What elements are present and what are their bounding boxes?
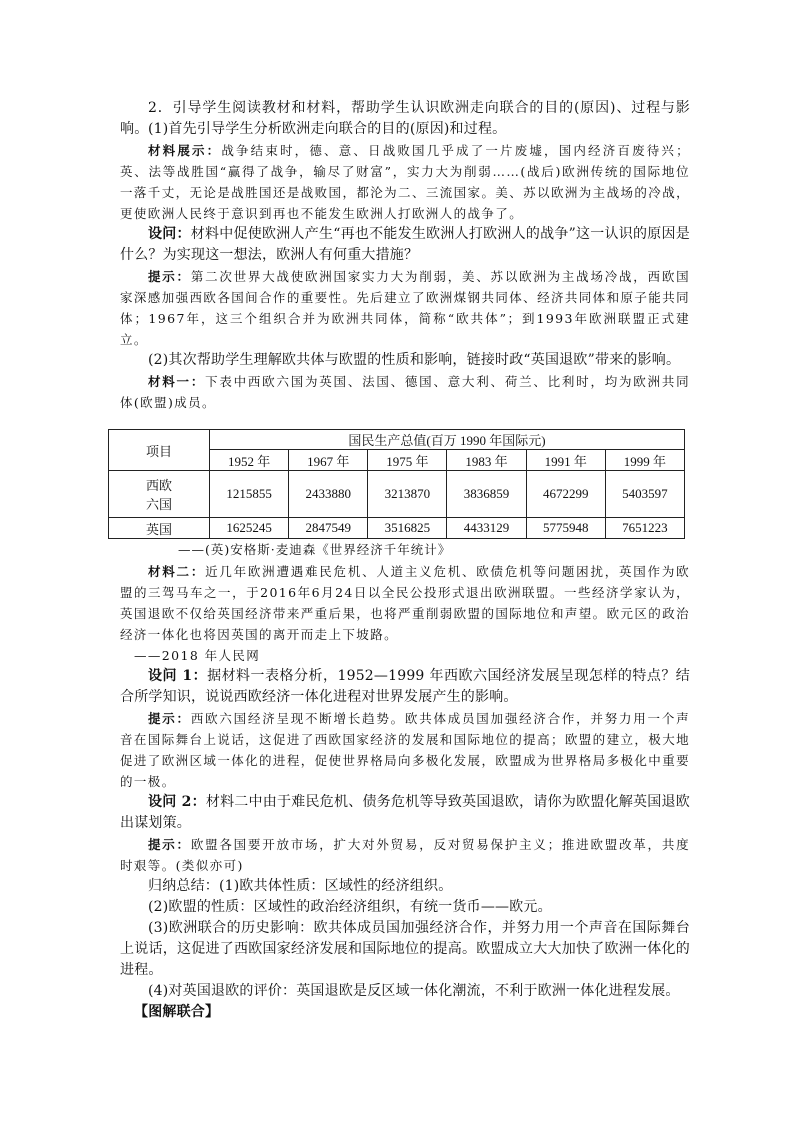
table-year-header: 1999 年 bbox=[605, 450, 684, 471]
table-cell: 2847549 bbox=[289, 518, 368, 539]
table-cell: 2433880 bbox=[289, 471, 368, 518]
hint3-label: 提示： bbox=[148, 837, 191, 852]
hint3-text: 欧盟各国要开放市场，扩大对外贸易，反对贸易保护主义；推进欧盟改革，共度时艰等。(类似亦可) bbox=[120, 837, 690, 873]
question-text: 材料中促使欧洲人产生“再也不能发生欧洲人打欧洲人的战争”这一认识的原因是什么？为实现这一想法，欧洲人有何重大措施？ bbox=[120, 226, 690, 263]
hint2-label: 提示： bbox=[148, 711, 191, 726]
material-display-text: 战争结束时，德、意、日战败国几乎成了一片废墟，国内经济百废待兴；英、法等战胜国“赢得了战争，输尽了财富”，实力大为削弱……(战后)欧洲传统的国际地位一落千丈，无论是战胜国还是战败国，都沦为二、三流国家。美、苏以欧洲为主战场的冷战，更使欧洲人民终于意识到再也不能发生欧洲人打欧洲人的战争了。 bbox=[120, 143, 690, 221]
question2-label: 设问 2： bbox=[148, 794, 206, 810]
hint2-paragraph bbox=[120, 708, 690, 792]
material-two-paragraph bbox=[120, 561, 690, 645]
question2-text: 材料二中由于难民危机、债务危机等导致英国退欧，请你为欧盟化解英国退欧出谋划策。 bbox=[120, 794, 690, 831]
table-cell: 1625245 bbox=[210, 518, 289, 539]
table-year-header: 1952 年 bbox=[210, 450, 289, 471]
table-cell: 5403597 bbox=[605, 471, 684, 518]
question2-paragraph bbox=[120, 792, 690, 834]
table-cell: 5775948 bbox=[526, 518, 605, 539]
material-one-text: 下表中西欧六国为英国、法国、德国、意大利、荷兰、比利时，均为欧洲共同体(欧盟)成员。 bbox=[120, 374, 690, 410]
table-cell: 4433129 bbox=[447, 518, 526, 539]
summary-line-2: (2)欧盟的性质：区域性的政治经济组织，有统一货币——欧元。 bbox=[148, 899, 552, 915]
step2-paragraph: (2)其次帮助学生理解欧共体与欧盟的性质和影响，链接时政“英国退欧”带来的影响。 bbox=[148, 352, 681, 368]
material-two-text: 近几年欧洲遭遇难民危机、人道主义危机、欧债危机等问题困扰，英国作为欧盟的三驾马车之一，于2016年6月24日以全民公投形式退出欧洲联盟。一些经济学家认为，英国退欧不仅给英国经济带来严重后果，也将严重削弱欧盟的国际地位和声望。欧元区的政治经济一体化也将因英国的离开而走上下坡路。 bbox=[120, 564, 690, 642]
material-one-label: 材料一： bbox=[148, 374, 206, 389]
hint-paragraph bbox=[120, 266, 690, 350]
table-year-header: 1991 年 bbox=[526, 450, 605, 471]
table-cell: 1215855 bbox=[210, 471, 289, 518]
table-item-header: 项目 bbox=[109, 430, 210, 471]
summary-line-4: (4)对英国退欧的评价：英国退欧是反区域一体化潮流，不利于欧洲一体化进程发展。 bbox=[148, 983, 680, 999]
table-row bbox=[109, 471, 685, 518]
question1-label: 设问 1： bbox=[148, 668, 208, 684]
table-cell: 7651223 bbox=[605, 518, 684, 539]
table-row-label: 英国 bbox=[109, 518, 210, 539]
table-year-header: 1967 年 bbox=[289, 450, 368, 471]
section-footer-heading: 【图解联合】 bbox=[134, 1004, 220, 1020]
hint2-text: 西欧六国经济呈现不断增长趋势。欧共体成员国加强经济合作，并努力用一个声音在国际舞台上说话，这促进了西欧国家经济的发展和国际地位的提高；欧盟的建立，极大地促进了欧洲区域一体化的进程，促使世界格局向多极化发展，欧盟成为世界格局多极化中重要的一极。 bbox=[120, 711, 690, 789]
table-row-label: 西欧 六国 bbox=[109, 471, 210, 518]
table-cell: 3213870 bbox=[368, 471, 447, 518]
table-row bbox=[109, 518, 685, 539]
instruction-paragraph: 2．引导学生阅读教材和材料，帮助学生认识欧洲走向联合的目的(原因)、过程与影响。 bbox=[120, 100, 690, 137]
question1-paragraph bbox=[120, 666, 690, 708]
hint-text: 第二次世界大战使欧洲国家实力大为削弱，美、苏以欧洲为主战场冷战，西欧国家深感加强西欧各国间合作的重要性。先后建立了欧洲煤钢共同体、经济共同体和原子能共同体；1967年，这三个组织合并为欧洲共同体，简称“欧共体”；到1993年欧洲联盟正式建立。 bbox=[120, 269, 690, 347]
gdp-table bbox=[108, 429, 685, 539]
table-source: ——(英)安格斯·麦迪森《世界经济千年统计》 bbox=[178, 542, 452, 557]
material-two-label: 材料二： bbox=[148, 564, 206, 579]
question1-text: 据材料一表格分析，1952—1999 年西欧六国经济发展呈现怎样的特点？结合所学知识，说说西欧经济一体化进程对世界发展产生的影响。 bbox=[120, 668, 691, 705]
table-cell: 3516825 bbox=[368, 518, 447, 539]
question-paragraph bbox=[120, 224, 690, 266]
step1-paragraph: (1)首先引导学生分析欧洲走向联合的目的(原因)和过程。 bbox=[148, 121, 507, 137]
table-cell: 3836859 bbox=[447, 471, 526, 518]
summary-line-1: 归纳总结：(1)欧共体性质：区域性的经济组织。 bbox=[148, 878, 453, 894]
summary-line-3: (3)欧洲联合的历史影响：欧共体成员国加强经济合作，并努力用一个声音在国际舞台上说话，这促进了西欧国家经济发展和国际地位的提高。欧盟成立大大加快了欧洲一体化的进程。 bbox=[120, 920, 690, 978]
question-label: 设问： bbox=[148, 226, 191, 242]
hint3-paragraph bbox=[120, 834, 690, 876]
material-display-label: 材料展示： bbox=[148, 143, 222, 158]
table-cell: 4672299 bbox=[526, 471, 605, 518]
material-one-paragraph bbox=[120, 371, 690, 413]
hint-label: 提示： bbox=[148, 269, 191, 284]
table-group-header: 国民生产总值(百万 1990 年国际元) bbox=[210, 430, 685, 450]
material-display-paragraph bbox=[120, 140, 690, 224]
material-two-source: ——2018 年人民网 bbox=[134, 648, 261, 663]
table-year-header: 1975 年 bbox=[368, 450, 447, 471]
table-year-header: 1983 年 bbox=[447, 450, 526, 471]
